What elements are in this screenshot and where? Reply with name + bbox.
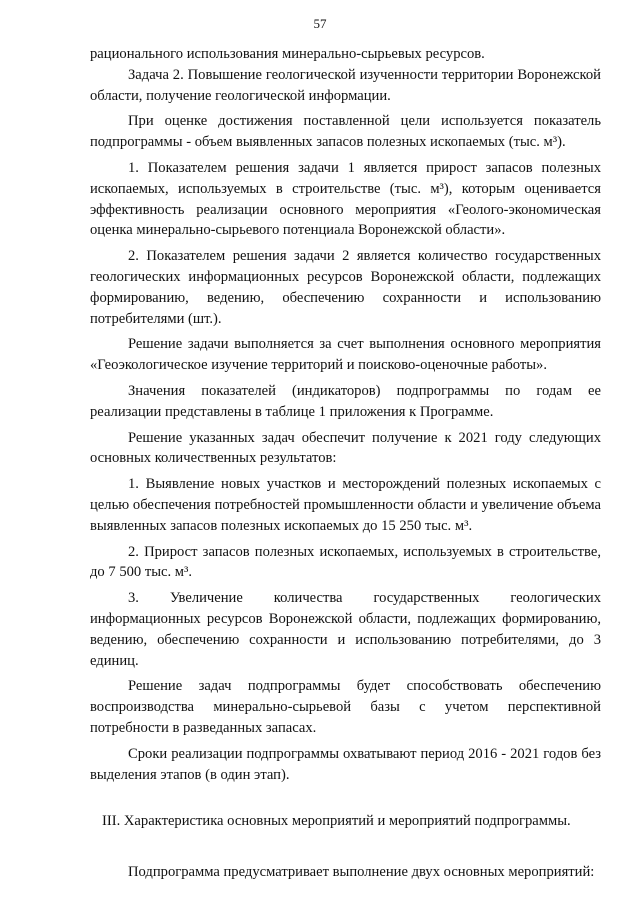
- section-heading: III. Характеристика основных мероприятий и мероприятий подпрограммы.: [102, 813, 571, 830]
- document-body: [90, 44, 601, 883]
- paragraph-indicator-2: 2. Показателем решения задачи 2 является количество государственных геологических информационных ресурсов Воронежской области, подлежащих формированию, ведению, обеспечению сохранности и использованию потребителями (шт.).: [90, 248, 601, 327]
- paragraph-indicator-1: 1. Показателем решения задачи 1 является прирост запасов полезных ископаемых, используемых в строительстве (тыс. м³), которым оценивается эффективность реализации основного мероприятия «Геолого-экономическая оценка минерально-сырьевого потенциала Воронежской области».: [90, 159, 601, 239]
- paragraph-continuation: рационального использования минерально-сырьевых ресурсов.: [90, 46, 485, 62]
- paragraph-solution: Решение задачи выполняется за счет выполнения основного мероприятия «Геоэкологическое изучение территорий и поисково-оценочные работы».: [90, 336, 601, 374]
- paragraph-reproduction: Решение задач подпрограммы будет способствовать обеспечению воспроизводства минерально-сырьевой базы с учетом перспективной потребности в разведанных запасах.: [90, 678, 601, 736]
- paragraph-result-1: 1. Выявление новых участков и месторождений полезных ископаемых с целью обеспечения потребностей промышленности области и увеличение объема выявленных запасов полезных ископаемых до 15 250 тыс. м³.: [90, 476, 601, 534]
- paragraph-indicator: При оценке достижения поставленной цели используется показатель подпрограммы - объем выявленных запасов полезных ископаемых (тыс. м³).: [90, 113, 601, 151]
- paragraph-timeframe: Сроки реализации подпрограммы охватывают период 2016 - 2021 годов без выделения этапов (в один этап).: [90, 745, 601, 783]
- page-number: 57: [313, 16, 327, 31]
- paragraph-results-intro: Решение указанных задач обеспечит получение к 2021 году следующих основных количественных результатов:: [90, 429, 601, 467]
- paragraph-result-2: 2. Прирост запасов полезных ископаемых, используемых в строительстве, до 7 500 тыс. м³.: [90, 543, 601, 581]
- paragraph-task-2: Задача 2. Повышение геологической изученности территории Воронежской области, получение геологической информации.: [90, 66, 601, 104]
- paragraph-section-intro: Подпрограмма предусматривает выполнение двух основных мероприятий:: [128, 864, 595, 881]
- paragraph-result-3: 3. Увеличение количества государственных геологических информационных ресурсов Воронежской области, подлежащих формированию, ведению, обеспечению сохранности и использованию потребителями, до 3 единиц.: [90, 590, 601, 669]
- paragraph-indicator-values: Значения показателей (индикаторов) подпрограммы по годам ее реализации представлены в таблице 1 приложения к Программе.: [90, 382, 601, 420]
